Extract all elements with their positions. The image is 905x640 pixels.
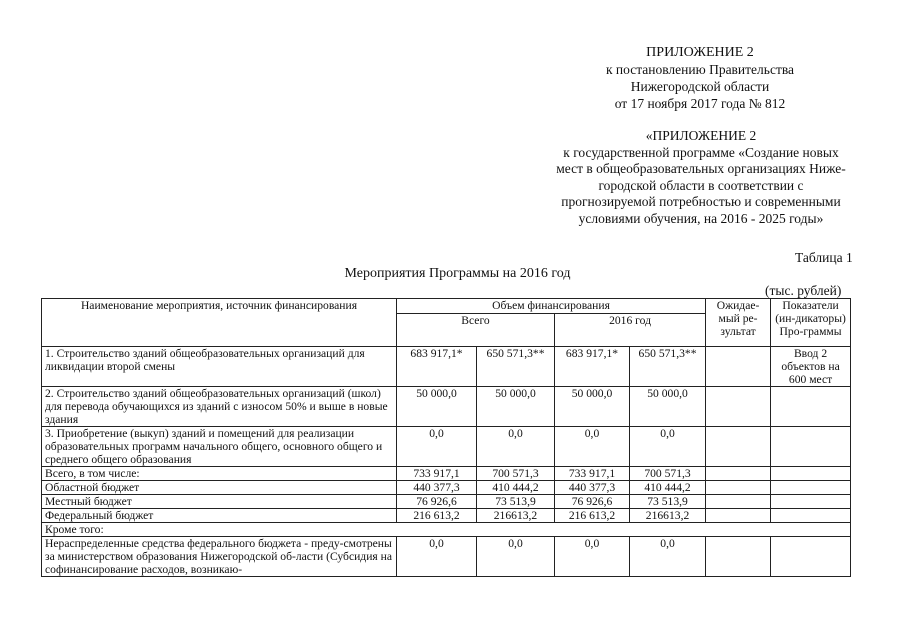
table-row <box>42 427 851 467</box>
row-year-value-1: 0,0 <box>555 537 630 577</box>
row-total-value-2: 650 571,3** <box>477 347 555 387</box>
row-total-value-2: 216613,2 <box>477 509 555 523</box>
row-total-value-1: 683 917,1* <box>397 347 477 387</box>
row-year-value-2: 650 571,3** <box>630 347 706 387</box>
row-year-value-1: 76 926,6 <box>555 495 630 509</box>
program-appendix-title: «ПРИЛОЖЕНИЕ 2 <box>645 128 757 143</box>
header-name: Наименование мероприятия, источник финансирования <box>42 299 397 347</box>
row-total-value-2: 73 513,9 <box>477 495 555 509</box>
row-total-value-1: 0,0 <box>397 537 477 577</box>
row-year-value-2: 410 444,2 <box>630 481 706 495</box>
row-result <box>706 387 771 427</box>
row-indicator <box>771 467 851 481</box>
row-indicator <box>771 387 851 427</box>
row-indicator <box>771 509 851 523</box>
row-indicator <box>771 495 851 509</box>
row-year-value-1: 216 613,2 <box>555 509 630 523</box>
header-indicators: Показатели (ин-дикаторы) Про-граммы <box>771 299 851 347</box>
row-total-value-2: 0,0 <box>477 537 555 577</box>
program-appendix-header <box>526 128 876 227</box>
row-total-value-1: 440 377,3 <box>397 481 477 495</box>
appendix-line-3: от 17 ноября 2017 года № 812 <box>614 96 786 111</box>
row-indicator <box>771 481 851 495</box>
table-row-additionally <box>42 523 851 537</box>
row-result <box>706 427 771 467</box>
table-row <box>42 387 851 427</box>
row-year-value-2: 216613,2 <box>630 509 706 523</box>
row-year-value-2: 700 571,3 <box>630 467 706 481</box>
table-row <box>42 481 851 495</box>
appendix-line-2: Нижегородской области <box>630 79 770 94</box>
table-label: Таблица 1 <box>795 250 853 265</box>
units-label: (тыс. рублей) <box>765 283 842 298</box>
row-total-value-1: 76 926,6 <box>397 495 477 509</box>
row-total-value-2: 0,0 <box>477 427 555 467</box>
table-row <box>42 467 851 481</box>
row-total-value-1: 50 000,0 <box>397 387 477 427</box>
row-name: Федеральный бюджет <box>42 509 397 523</box>
table-row <box>42 495 851 509</box>
program-activities-table <box>41 298 851 577</box>
program-appendix-line: городской области в соответствии с <box>598 177 804 193</box>
row-indicator <box>771 427 851 467</box>
header-year: 2016 год <box>555 314 706 347</box>
row-total-value-2: 50 000,0 <box>477 387 555 427</box>
header-total: Всего <box>397 314 555 347</box>
row-result <box>706 537 771 577</box>
row-result <box>706 495 771 509</box>
row-name: Местный бюджет <box>42 495 397 509</box>
row-name: 1. Строительство зданий общеобразовательных организаций для ликвидации второй смены <box>42 347 397 387</box>
appendix-line-1: к постановлению Правительства <box>605 62 795 77</box>
table-title: Мероприятия Программы на 2016 год <box>344 266 571 281</box>
row-year-value-1: 733 917,1 <box>555 467 630 481</box>
row-result <box>706 467 771 481</box>
row-name: Областной бюджет <box>42 481 397 495</box>
header-expected-result: Ожидае-мый ре-зультат <box>706 299 771 347</box>
row-year-value-1: 50 000,0 <box>555 387 630 427</box>
header-funding: Объем финансирования <box>397 299 706 314</box>
table-row <box>42 347 851 387</box>
table-row <box>42 537 851 577</box>
appendix-header <box>560 44 840 112</box>
row-total-value-2: 410 444,2 <box>477 481 555 495</box>
program-appendix-line: прогнозируемой потребностью и современными <box>561 194 841 209</box>
row-year-value-2: 0,0 <box>630 427 706 467</box>
row-name: Всего, в том числе: <box>42 467 397 481</box>
row-total-value-1: 0,0 <box>397 427 477 467</box>
additionally-label: Кроме того: <box>42 523 851 537</box>
row-year-value-2: 73 513,9 <box>630 495 706 509</box>
table-row <box>42 509 851 523</box>
row-result <box>706 509 771 523</box>
row-indicator: Ввод 2 объектов на 600 мест <box>771 347 851 387</box>
program-appendix-line: к государственной программе «Создание новых <box>563 144 839 160</box>
row-year-value-2: 0,0 <box>630 537 706 577</box>
row-year-value-2: 50 000,0 <box>630 387 706 427</box>
row-total-value-1: 733 917,1 <box>397 467 477 481</box>
row-name: 2. Строительство зданий общеобразовательных организаций (школ) для перевода обучающихся из зданий с износом 50% и выше в новые здания <box>42 387 397 427</box>
row-year-value-1: 683 917,1* <box>555 347 630 387</box>
program-appendix-line: мест в общеобразовательных организациях Ниже- <box>556 161 846 176</box>
row-name: Нераспределенные средства федерального бюджета - преду-смотрены за министерством образования Нижегородской об-ласти (Субсидия на софинансирование расходов, возникаю- <box>42 537 397 577</box>
row-total-value-1: 216 613,2 <box>397 509 477 523</box>
row-indicator <box>771 537 851 577</box>
row-year-value-1: 440 377,3 <box>555 481 630 495</box>
row-total-value-2: 700 571,3 <box>477 467 555 481</box>
row-year-value-1: 0,0 <box>555 427 630 467</box>
row-name: 3. Приобретение (выкуп) зданий и помещений для реализации образовательных программ начального общего, основного общего и среднего общего образования <box>42 427 397 467</box>
program-appendix-line: условиями обучения, на 2016 - 2025 годы» <box>578 210 824 226</box>
appendix-title: ПРИЛОЖЕНИЕ 2 <box>646 45 754 60</box>
row-result <box>706 481 771 495</box>
row-result <box>706 347 771 387</box>
